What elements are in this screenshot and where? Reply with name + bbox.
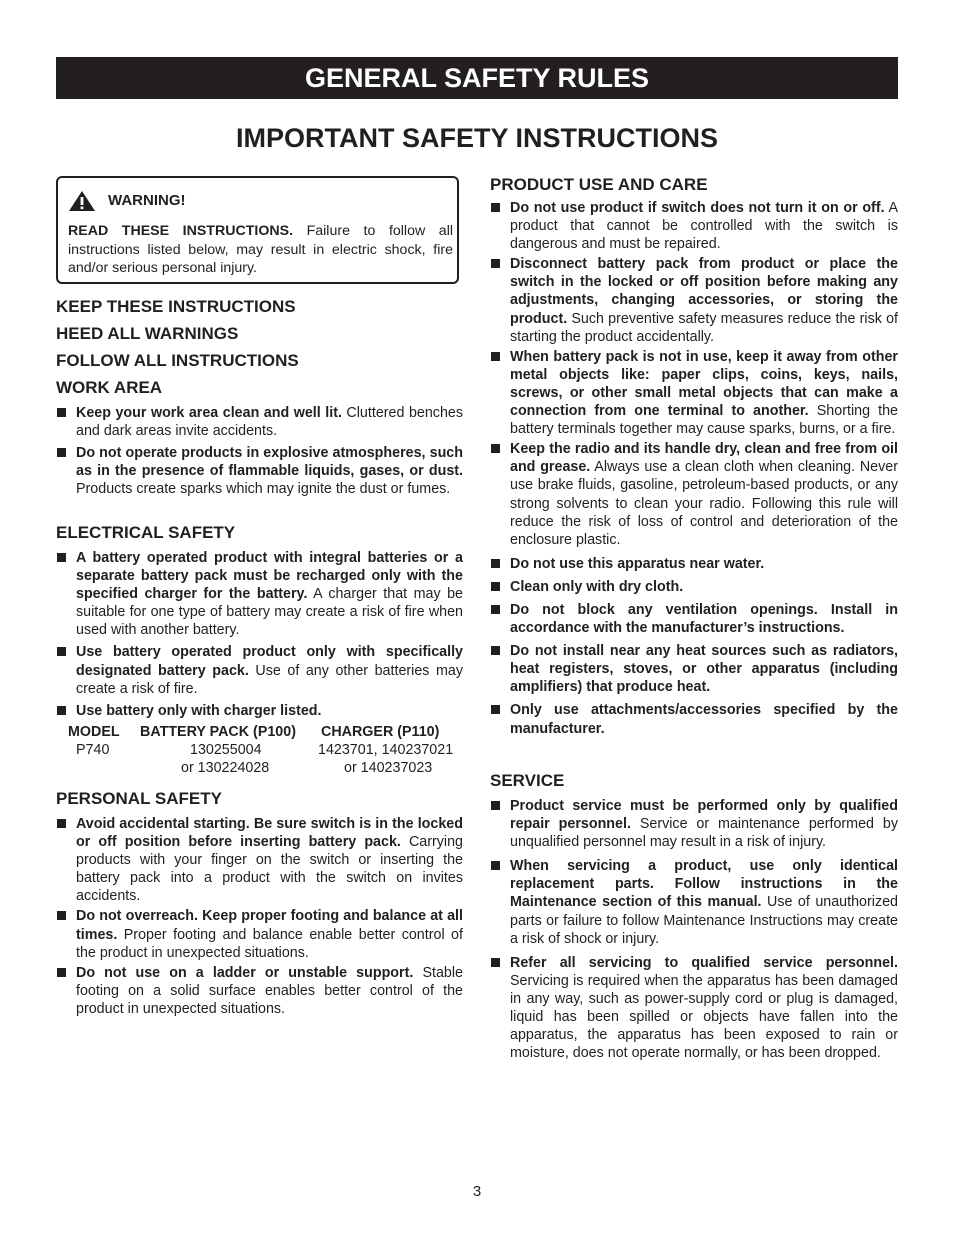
list-item: Use battery operated product only with specifically designated battery pack. Use of any other batteries may create a risk of fire. <box>56 643 463 697</box>
table-cell: 1423701, 140237021 <box>318 742 454 759</box>
heading-work-area: WORK AREA <box>56 378 163 397</box>
table-cell: P740 <box>76 742 110 759</box>
list-service <box>490 797 898 1062</box>
list-item: Only use attachments/accessories specified by the manufacturer. <box>490 701 898 737</box>
list-item: Product service must be performed only by qualified repair personnel. Service or maintenance performed by unqualified personnel may result in a risk of injury. <box>490 797 898 851</box>
list-item: Do not install near any heat sources such as radiators, heat registers, stoves, or other apparatus (including amplifiers) that produce heat. <box>490 642 898 696</box>
list-item: Do not block any ventilation openings. Install in accordance with the manufacturer’s instructions. <box>490 601 898 637</box>
list-item: When servicing a product, use only identical replacement parts. Follow instructions in the Maintenance section of this manual. Use of unauthorized parts or failure to follow Maintenance Instructions may create a risk of shock or injury. <box>490 857 898 947</box>
heading-follow: FOLLOW ALL INSTRUCTIONS <box>56 351 299 370</box>
table-cell <box>68 759 181 777</box>
table-cell: or 140237023 <box>344 760 433 777</box>
list-item: Keep your work area clean and well lit. Cluttered benches and dark areas invite accidents. <box>56 404 463 440</box>
table-cell: or 130224028 <box>181 760 270 777</box>
list-item: Use battery only with charger listed. <box>56 702 463 720</box>
table-header: BATTERY PACK (P100) <box>140 724 296 740</box>
list-item: Do not operate products in explosive atmospheres, such as in the presence of flammable liquids, gases, or dust. Products create sparks which may ignite the dust or fumes. <box>56 444 463 498</box>
table-row <box>68 741 453 759</box>
warning-triangle-icon <box>68 190 96 212</box>
list-work-area <box>56 404 463 498</box>
warning-box <box>56 176 459 284</box>
battery-table <box>68 723 453 777</box>
heading-heed: HEED ALL WARNINGS <box>56 324 239 343</box>
list-electrical <box>56 549 463 720</box>
list-item: Do not overreach. Keep proper footing and balance at all times. Proper footing and balance enable better control of the product in unexpected situations. <box>56 907 463 961</box>
page-number: 3 <box>472 1183 482 1200</box>
list-personal <box>56 815 463 1018</box>
table-row <box>68 759 453 777</box>
heading-service: SERVICE <box>490 771 565 790</box>
list-item: Do not use on a ladder or unstable support. Stable footing on a solid surface enables better control of the product in unexpected situations. <box>56 964 463 1018</box>
heading-product-use: PRODUCT USE AND CARE <box>490 175 708 194</box>
list-item: Clean only with dry cloth. <box>490 578 898 596</box>
table-header: MODEL <box>68 724 120 740</box>
list-item: Avoid accidental starting. Be sure switch is in the locked or off position before inserting battery pack. Carrying products with your finger on the switch or inserting the battery pack into a product with the switch on invites accidents. <box>56 815 463 905</box>
table-header: CHARGER (P110) <box>321 724 440 740</box>
heading-electrical: ELECTRICAL SAFETY <box>56 523 236 542</box>
list-item: When battery pack is not in use, keep it away from other metal objects like: paper clips, coins, keys, nails, screws, or other small metal objects that can make a connection from one terminal to another. Shorting the battery terminals together may cause sparks, burns, or a fire. <box>490 348 898 438</box>
page-title: IMPORTANT SAFETY INSTRUCTIONS <box>235 123 718 153</box>
list-item: A battery operated product with integral batteries or a separate battery pack must be recharged only with the specified charger for the battery. A charger that may be suitable for one type of battery may create a risk of fire when used with another battery. <box>56 549 463 639</box>
table-header-row <box>68 723 453 741</box>
list-item: Keep the radio and its handle dry, clean and free from oil and grease. Always use a clean cloth when cleaning. Never use brake fluids, gasoline, petroleum-based products, or any strong solvents to clean your radio. Following this rule will reduce the risk of loss of control and deterioration of the enclosure plastic. <box>490 440 898 549</box>
warning-label: WARNING! <box>108 192 186 209</box>
heading-keep: KEEP THESE INSTRUCTIONS <box>56 297 296 316</box>
section-banner: GENERAL SAFETY RULES <box>56 57 898 99</box>
warning-heading <box>68 190 186 212</box>
list-item: Disconnect battery pack from product or place the switch in the locked or off position before making any adjustments, changing accessories, or storing the product. Such preventive safety measures reduce the risk of starting the product accidentally. <box>490 255 898 345</box>
list-item: Do not use product if switch does not turn it on or off. A product that cannot be controlled with the switch is dangerous and must be repaired. <box>490 199 898 253</box>
list-product-use <box>490 199 898 738</box>
table-cell: 130255004 <box>190 742 262 759</box>
warning-text: READ THESE INSTRUCTIONS. Failure to follow all instructions listed below, may result in electric shock, fire and/or serious personal injury. <box>68 223 453 276</box>
list-item: Do not use this apparatus near water. <box>490 555 898 573</box>
list-item: Refer all servicing to qualified service personnel. Servicing is required when the apparatus has been damaged in any way, such as power-supply cord or plug is damaged, liquid has been spilled or objects have fallen into the apparatus, the apparatus has been exposed to rain or moisture, does not operate normally, or has been dropped. <box>490 954 898 1063</box>
heading-personal: PERSONAL SAFETY <box>56 789 222 808</box>
